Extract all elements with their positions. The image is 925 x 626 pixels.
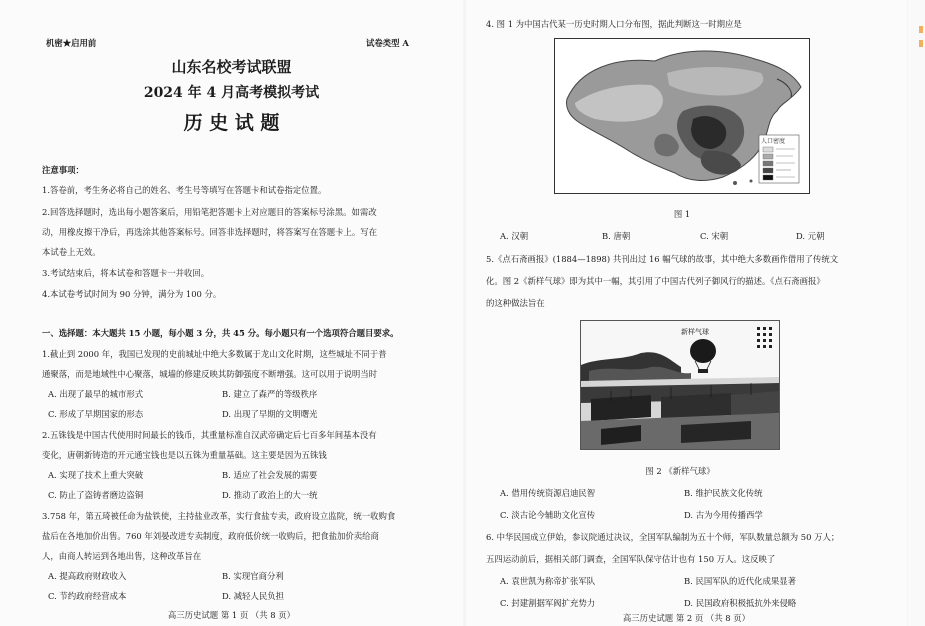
question-6-option-d: D. 民国政府积极抵抗外来侵略 bbox=[684, 598, 797, 608]
question-5-option-d: D. 古为今用传播西学 bbox=[684, 510, 763, 520]
balloon-engraving bbox=[581, 321, 779, 449]
page-2-footer: 高三历史试题 第 2 页 （共 8 页） bbox=[622, 613, 751, 623]
picture-title: 新样气球 bbox=[681, 328, 709, 336]
question-1-option-b: B. 建立了森严的等级秩序 bbox=[222, 389, 318, 399]
question-1-stem: 1.截止到 2000 年，我国已发现的史前城址中绝大多数属于龙山文化时期，这些城址不同于普 bbox=[42, 349, 387, 359]
question-3-stem: 3.758 年，第五琦被任命为盐铁使，主持盐业改革，实行食盐专卖，政府设立监院，统一收购食 bbox=[42, 511, 396, 521]
question-3-option-b: B. 实现官商分利 bbox=[222, 571, 284, 581]
viewer-side-rail bbox=[908, 0, 925, 626]
question-6-option-c: C. 封建割据军阀扩充势力 bbox=[500, 598, 596, 608]
question-1-option-d: D. 出现了早期的文明曙光 bbox=[222, 409, 318, 419]
question-4-option-d: D. 元朝 bbox=[796, 231, 825, 241]
map-legend-title: 人口密度 bbox=[761, 138, 786, 145]
exam-page-2 bbox=[466, 0, 907, 626]
figure-1-label: 图 1 bbox=[673, 209, 691, 219]
question-3-option-c: C. 节约政府经营成本 bbox=[48, 591, 127, 601]
question-3-option-a: A. 提高政府财政收入 bbox=[48, 571, 127, 581]
question-1-stem: 通聚落，而是地域性中心聚落，城墙的修建反映其防御强度不断增强。这可以用于说明当时 bbox=[42, 369, 377, 379]
notice-line: 3.考试结束后，将本试卷和答题卡一并收回。 bbox=[42, 268, 210, 278]
notice-title: 注意事项： bbox=[42, 165, 84, 175]
population-map-figure bbox=[554, 38, 810, 194]
question-2-option-c: C. 防止了盗铸者磨边盗铜 bbox=[48, 490, 144, 500]
question-4-option-b: B. 唐朝 bbox=[602, 231, 631, 241]
question-4-option-c: C. 宋朝 bbox=[700, 231, 729, 241]
question-5-stem: 5.《点石斋画报》(1884—1898) 共刊出过 16 幅气球的故事，其中绝大多数画作借用了传统文 bbox=[486, 254, 839, 264]
notice-line: 4.本试卷考试时间为 90 分钟，满分为 100 分。 bbox=[42, 289, 222, 299]
question-6-option-a: A. 袁世凯为称帝扩张军队 bbox=[500, 576, 596, 586]
subject-title: 历 史 试 题 bbox=[183, 112, 280, 134]
question-4-stem: 4. 图 1 为中国古代某一历史时期人口分布图，据此判断这一时期应是 bbox=[486, 19, 742, 29]
secret-label: 机密★启用前 bbox=[46, 38, 97, 48]
exam-title: 2024 年 4 月高考模拟考试 bbox=[143, 85, 320, 101]
org-title: 山东名校考试联盟 bbox=[171, 58, 292, 76]
question-5-stem: 化。图 2《新样气球》即为其中一幅，其引用了中国古代列子御风行的描述。《点石斋画报》 bbox=[486, 276, 825, 286]
balloon-engraving-figure bbox=[580, 320, 780, 450]
notice-line: 动，用橡皮擦干净后，再选涂其他答案标号。回答非选择题时，将答案写在答题卡上。写在 bbox=[42, 227, 377, 237]
paper-type: 试卷类型 A bbox=[366, 38, 409, 48]
question-4-option-a: A. 汉朝 bbox=[500, 231, 529, 241]
question-6-stem: 6. 中华民国成立伊始，参议院通过决议，全国军队编制为五十个师，军队数量总额为 50 万人； bbox=[486, 532, 840, 542]
question-3-stem: 盐后在各地加价出售。760 年刘晏改进专卖制度，政府低价统一收购后，把食盐加价卖给商 bbox=[42, 531, 379, 541]
page-1-footer: 高三历史试题 第 1 页 （共 8 页） bbox=[167, 610, 296, 620]
question-3-option-d: D. 减轻人民负担 bbox=[222, 591, 284, 601]
question-5-option-c: C. 淡古论今辅助文化宣传 bbox=[500, 510, 596, 520]
figure-2-label: 图 2 《新样气球》 bbox=[645, 466, 715, 476]
question-5-option-a: A. 借用传统资源启迪民智 bbox=[500, 488, 596, 498]
question-3-stem: 人，由商人转运到各地出售，这种改革旨在 bbox=[42, 551, 202, 561]
notice-line: 2.回答选择题时，选出每小题答案后，用铅笔把答题卡上对应题目的答案标号涂黑。如需改 bbox=[42, 207, 377, 217]
question-6-stem: 五四运动前后，据相关部门调查，全国军队保守估计也有 150 万人。这反映了 bbox=[486, 554, 776, 564]
scroll-marker bbox=[919, 26, 923, 33]
question-2-stem: 2.五铢钱是中国古代使用时间最长的钱币，其重量标准自汉武帝确定后七百多年间基本没有 bbox=[42, 430, 377, 440]
question-6-option-b: B. 民国军队的近代化成果显著 bbox=[684, 576, 796, 586]
scroll-marker bbox=[919, 40, 923, 47]
question-2-option-d: D. 推动了政治上的大一统 bbox=[222, 490, 318, 500]
question-1-option-c: C. 形成了早期国家的形态 bbox=[48, 409, 144, 419]
question-5-option-b: B. 维护民族文化传统 bbox=[684, 488, 763, 498]
question-2-option-a: A. 实现了技术上重大突破 bbox=[48, 470, 144, 480]
population-map bbox=[555, 39, 809, 193]
question-5-stem: 的这种做法旨在 bbox=[486, 298, 545, 308]
section-title: 一、选择题：本大题共 15 小题，每小题 3 分，共 45 分。每小题只有一个选项符合题目要求。 bbox=[42, 328, 399, 338]
notice-line: 本试卷上无效。 bbox=[42, 247, 101, 257]
question-2-option-b: B. 适应了社会发展的需要 bbox=[222, 470, 318, 480]
question-2-stem: 变化，唐朝新铸造的开元通宝钱也是以五铢为重量基础。这主要是因为五铢钱 bbox=[42, 450, 327, 460]
question-1-option-a: A. 出现了最早的城市形式 bbox=[48, 389, 144, 399]
notice-line: 1.答卷前，考生务必将自己的姓名、考生号等填写在答题卡和试卷指定位置。 bbox=[42, 185, 327, 195]
